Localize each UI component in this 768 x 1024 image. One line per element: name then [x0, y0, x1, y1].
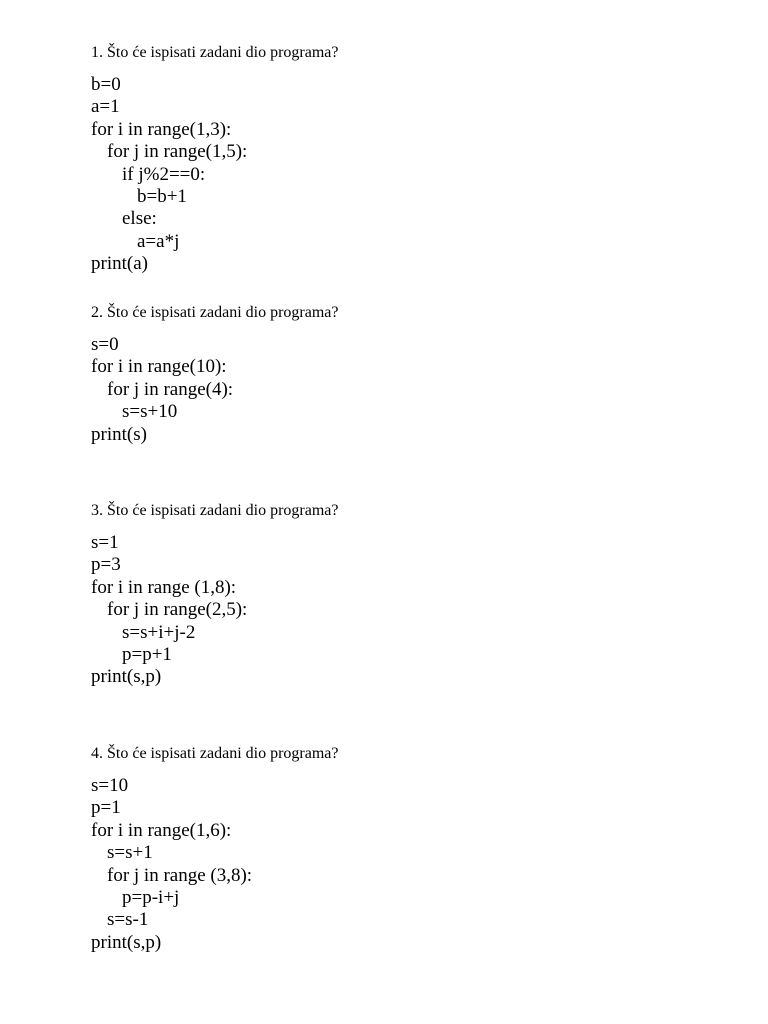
code-line: s=10: [91, 775, 129, 796]
code-line: if j%2==0:: [122, 163, 206, 185]
code-line: for j in range(2,5):: [107, 599, 248, 621]
code-line: for i in range(10):: [91, 356, 227, 378]
question-4-title: 4. Što će ispisati zadani dio programa?: [91, 745, 339, 762]
code-line: s=s+10: [122, 401, 178, 423]
question-2-code: [91, 334, 731, 446]
code-line: s=1: [91, 532, 119, 553]
question-3: [91, 501, 731, 689]
question-2: [91, 303, 731, 446]
code-line: s=s-1: [107, 909, 149, 931]
code-line: for i in range (1,8):: [91, 576, 237, 598]
code-line: print(s,p): [91, 666, 162, 688]
code-line: b=b+1: [137, 185, 187, 207]
question-1-code: [91, 74, 731, 276]
code-line: p=3: [91, 554, 121, 576]
code-line: b=0: [91, 74, 121, 95]
code-line: print(s): [91, 423, 147, 445]
code-line: print(s,p): [91, 931, 162, 953]
question-1-title: 1. Što će ispisati zadani dio programa?: [91, 44, 339, 61]
question-1: [91, 43, 731, 276]
question-4-code: [91, 775, 731, 954]
code-line: for j in range(1,5):: [107, 141, 248, 163]
question-3-title: 3. Što će ispisati zadani dio programa?: [91, 502, 339, 519]
question-2-title: 2. Što će ispisati zadani dio programa?: [91, 304, 339, 321]
question-4: [91, 744, 731, 954]
code-line: for i in range(1,6):: [91, 819, 232, 841]
code-line: print(a): [91, 253, 148, 275]
code-line: s=s+1: [107, 842, 153, 864]
code-line: for j in range(4):: [107, 378, 234, 400]
question-3-code: [91, 532, 731, 689]
code-line: for j in range (3,8):: [107, 864, 253, 886]
code-line: p=1: [91, 797, 121, 819]
code-line: p=p+1: [122, 643, 172, 665]
code-line: s=0: [91, 334, 119, 355]
code-line: else:: [122, 208, 157, 230]
code-line: a=1: [91, 96, 120, 118]
code-line: for i in range(1,3):: [91, 118, 232, 140]
code-line: s=s+i+j-2: [122, 621, 196, 643]
code-line: p=p-i+j: [122, 886, 180, 908]
code-line: a=a*j: [137, 230, 180, 252]
